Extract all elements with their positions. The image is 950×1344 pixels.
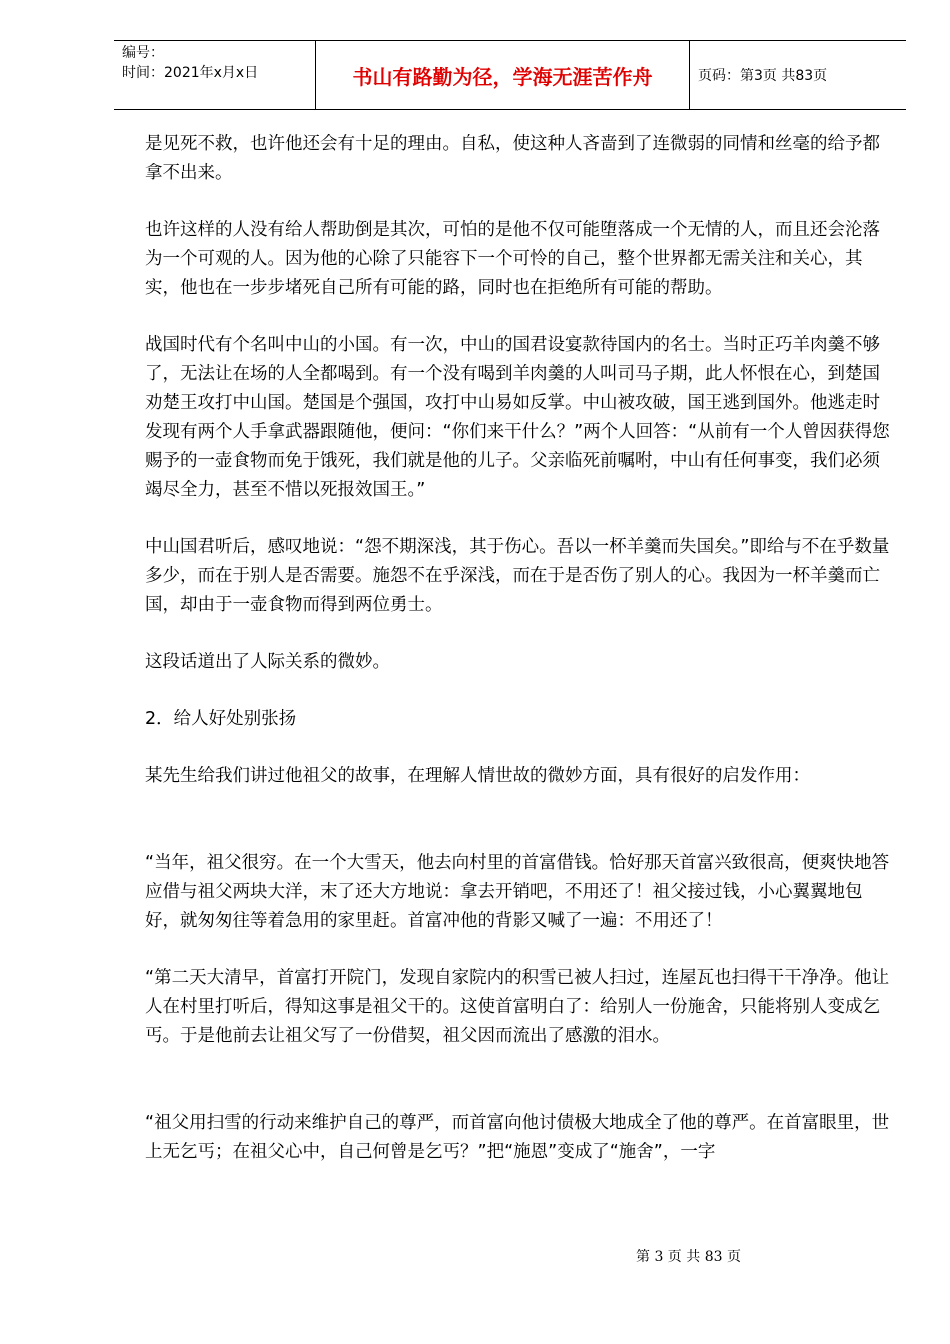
paragraph: 这段话道出了人际关系的微妙。 [145, 652, 390, 672]
serial-number-label: 编号： [122, 45, 164, 61]
document-body [145, 130, 895, 1195]
header-meta [122, 43, 318, 83]
paragraph: “祖父用扫雪的行动来维护自己的尊严，而首富向他讨债极大地成全了他的尊严。在首富眼里，世上无乞丐；在祖父心中，自己何曾是乞丐？”把“施恩”变成了“施舍”，一字 [145, 1113, 890, 1162]
paragraph: 也许这样的人没有给人帮助倒是其次，可怕的是他不仅可能堕落成一个无情的人，而且还会沦落为一个可观的人。因为他的心除了只能容下一个可怜的自己，整个世界都无需关注和关心，其实，他也在一步步堵死自己所有可能的路，同时也在拒绝所有可能的帮助。 [145, 220, 880, 298]
paragraph: “第二天大清早，首富打开院门，发现自家院内的积雪已被人扫过，连屋瓦也扫得干干净净。他让人在村里打听后，得知这事是祖父干的。这使首富明白了：给别人一份施舍，只能将别人变成乞丐。于是他前去让祖父写了一份借契，祖父因而流出了感激的泪水。 [145, 968, 890, 1046]
page-header [114, 40, 906, 110]
paragraph: “当年，祖父很穷。在一个大雪天，他去向村里的首富借钱。恰好那天首富兴致很高，便爽快地答应借与祖父两块大洋，末了还大方地说：拿去开销吧，不用还了！祖父接过钱，小心翼翼地包好，就匆匆往等着急用的家里赶。首富冲他的背影又喊了一遍：不用还了！ [145, 853, 890, 931]
paragraph: 某先生给我们讲过他祖父的故事，在理解人情世故的微妙方面，具有很好的启发作用： [145, 766, 810, 786]
date-label: 时间：2021年x月x日 [122, 65, 259, 81]
header-page-info: 页码：第3页 共83页 [698, 68, 828, 84]
paragraph: 中山国君听后，感叹地说：“怨不期深浅，其于伤心。吾以一杯羊羹而失国矣。”即给与不在乎数量多少，而在于别人是否需要。施怨不在乎深浅，而在于是否伤了别人的心。我因为一杯羊羹而亡国，却由于一壶食物而得到两位勇士。 [145, 537, 890, 615]
paragraph: 是见死不救，也许他还会有十足的理由。自私，使这种人吝啬到了连微弱的同情和丝毫的给予都拿不出来。 [145, 134, 880, 183]
paragraph: 战国时代有个名叫中山的小国。有一次，中山的国君设宴款待国内的名士。当时正巧羊肉羹不够了，无法让在场的人全都喝到。有一个没有喝到羊肉羹的人叫司马子期，此人怀恨在心，到楚国劝楚王攻打中山国。楚国是个强国，攻打中山易如反掌。中山被攻破，国王逃到国外。他逃走时发现有两个人手拿武器跟随他，便问：“你们来干什么？”两个人回答：“从前有一个人曾因获得您赐予的一壶食物而免于饿死，我们就是他的儿子。父亲临死前嘱咐，中山有任何事变，我们必须竭尽全力，甚至不惜以死报效国王。” [145, 335, 890, 500]
section-heading: 2．给人好处别张扬 [145, 709, 297, 729]
header-motto: 书山有路勤为径，学海无涯苦作舟 [315, 41, 690, 109]
footer-page-number: 第 3 页 共 83 页 [636, 1249, 741, 1265]
